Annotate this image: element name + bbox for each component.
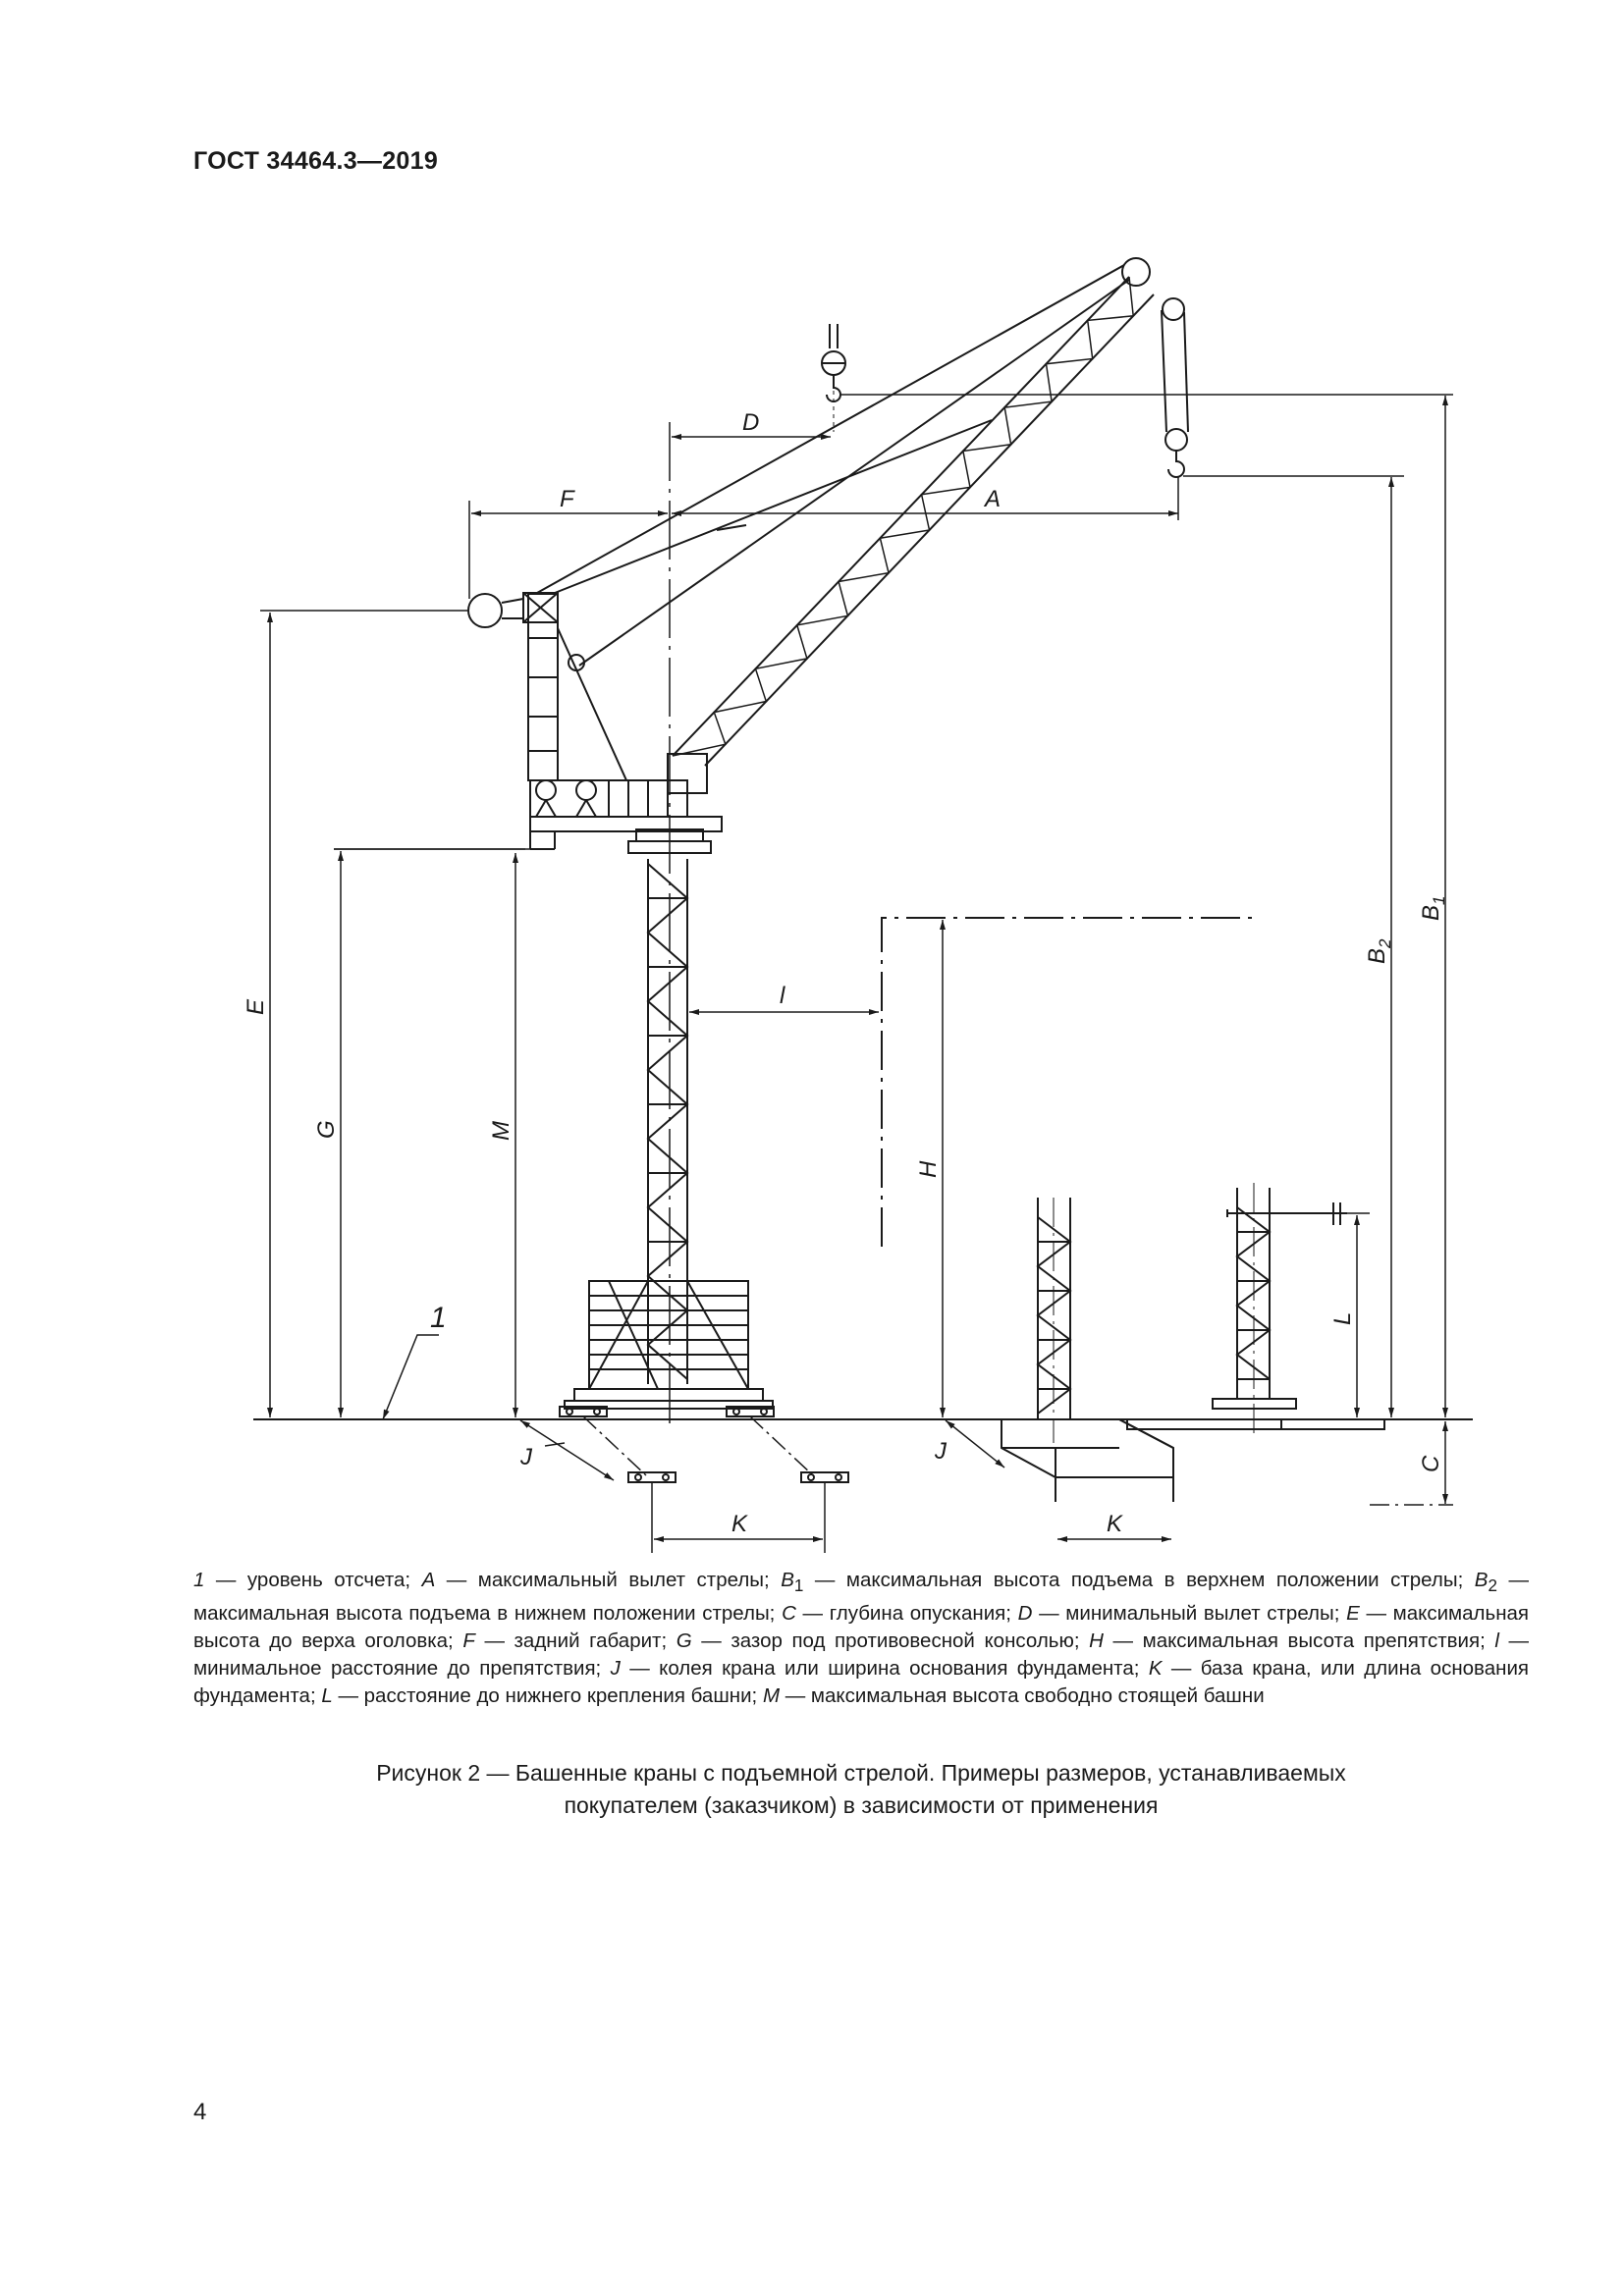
label-L: L [1329, 1311, 1356, 1325]
legend-text: — глубина опускания; [795, 1602, 1018, 1626]
standard-header: ГОСТ 34464.3—2019 [193, 147, 439, 175]
foundation-block [1001, 1419, 1173, 1502]
label-M: M [488, 1121, 514, 1141]
legend-symbol: D [1017, 1602, 1033, 1626]
label-B1 [1418, 896, 1448, 921]
svg-text:B: B [1418, 904, 1444, 921]
legend-text: — максимальная высота подъема в верхнем положении стрелы; [803, 1569, 1475, 1591]
svg-text:2: 2 [1376, 938, 1394, 948]
legend-text: — максимальная высота подъема в нижнем положении стрелы; [193, 1569, 1529, 1626]
legend-symbol: H [1089, 1629, 1104, 1653]
label-l: l [780, 983, 785, 1009]
label-A: A [985, 486, 1001, 512]
label-E: E [243, 998, 269, 1015]
label-J-1: J [520, 1444, 532, 1470]
legend-text: — максимальный вылет стрелы; [435, 1569, 782, 1591]
label-B2 [1364, 938, 1394, 964]
foundation-tower [1038, 1198, 1070, 1443]
figure-legend [193, 1567, 1529, 1710]
legend-symbol: M [762, 1684, 781, 1708]
legend-text: — колея крана или ширина основания фундамента; [620, 1657, 1149, 1681]
legend-text: — минимальное расстояние до препятствия; [193, 1629, 1530, 1681]
legend-text: — расстояние до нижнего крепления башни; [332, 1684, 763, 1708]
label-ref-level: 1 [430, 1302, 447, 1334]
a-frame [523, 593, 626, 780]
legend-symbol: l [1494, 1629, 1499, 1653]
luffing-boom [673, 20, 1154, 766]
legend-symbol-subscript: 2 [1488, 1576, 1497, 1596]
legend-text: — максимальная высота препятствия; [1103, 1629, 1495, 1653]
label-D: D [742, 409, 760, 436]
legend-symbol: G [676, 1629, 692, 1653]
legend-symbol: A [421, 1569, 436, 1591]
page-number: 4 [193, 2099, 207, 2125]
obstacle-outline [882, 918, 1252, 1247]
svg-text:B: B [1364, 947, 1390, 964]
label-H: H [915, 1160, 942, 1178]
legend-text: — база крана, или длина основания фундамента; [193, 1657, 1529, 1708]
caption-line-2: покупателем (заказчиком) в зависимости от применения [564, 1792, 1159, 1818]
label-K-2: K [1107, 1511, 1123, 1537]
ballast [565, 1281, 773, 1409]
label-J-2: J [935, 1438, 947, 1465]
legend-symbol: B [1474, 1569, 1489, 1591]
legend-symbol: B [781, 1569, 794, 1591]
figure-caption [193, 1757, 1529, 1822]
legend-text: — максимальная высота свободно стоящей башни [780, 1684, 1265, 1708]
svg-text:1: 1 [1430, 895, 1448, 905]
label-F: F [560, 486, 574, 512]
tower-mast [648, 859, 687, 1384]
boom-tip-sheave-2 [1163, 298, 1184, 320]
label-G: G [313, 1120, 340, 1139]
legend-symbol: C [782, 1602, 796, 1626]
tied-tower [1127, 1183, 1384, 1433]
legend-symbol: K [1148, 1657, 1163, 1681]
legend-symbol: L [321, 1684, 333, 1708]
counter-jib-sheave [468, 594, 502, 627]
legend-symbol: 1 [193, 1569, 205, 1591]
label-K-1: K [731, 1511, 748, 1537]
caption-line-1: Рисунок 2 — Башенные краны с подъемной стрелой. Примеры размеров, устанавливаемых [376, 1760, 1346, 1786]
legend-text: — минимальный вылет стрелы; [1032, 1602, 1347, 1626]
legend-symbol-subscript: 1 [793, 1576, 804, 1596]
legend-text: — задний габарит; [474, 1629, 677, 1653]
legend-symbol: J [610, 1657, 621, 1681]
legend-symbol: E [1346, 1602, 1360, 1626]
legend-text: — зазор под противовесной консолью; [691, 1629, 1090, 1653]
legend-text: — уровень отсчета; [204, 1569, 422, 1591]
winch-machinery [530, 780, 687, 817]
hook-block-lower [1165, 429, 1187, 451]
label-C: C [1418, 1455, 1444, 1472]
legend-text: — максимальная высота до верха оголовка; [193, 1602, 1530, 1653]
legend-symbol: F [462, 1629, 475, 1653]
